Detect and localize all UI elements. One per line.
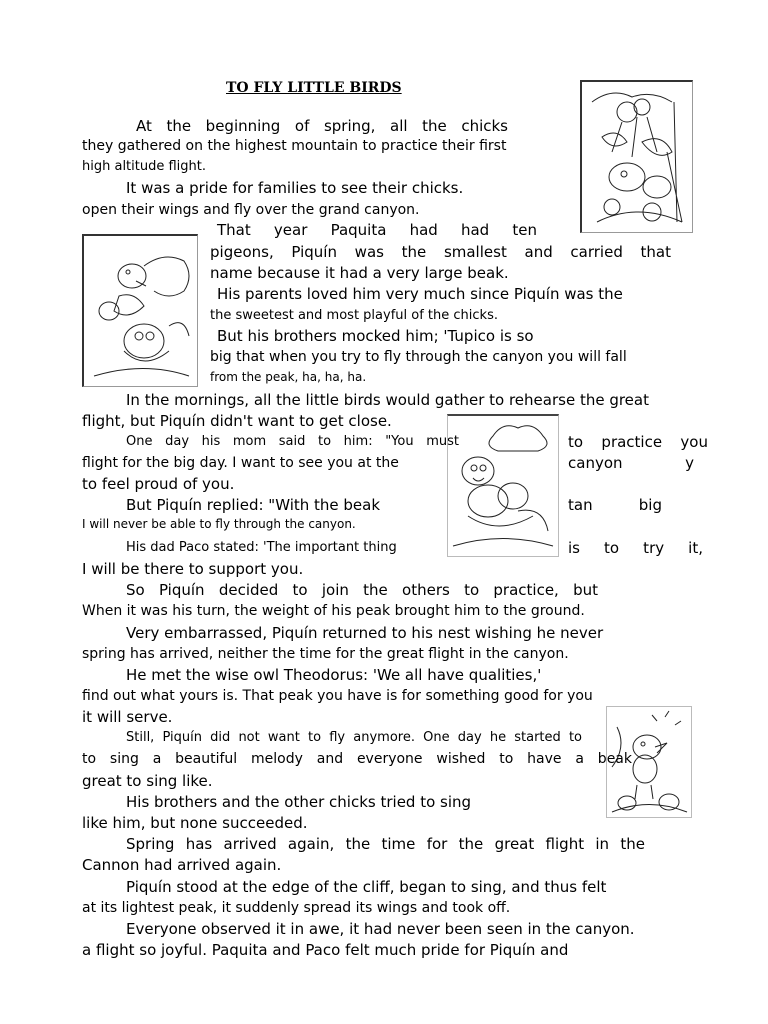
- text-line: tan big: [568, 496, 662, 514]
- text-line: I will be there to support you.: [82, 560, 304, 578]
- text-line: I will never be able to fly through the canyon.: [82, 517, 356, 531]
- chicks-cloud-drawing: [448, 416, 558, 556]
- text-line: That year Paquita had had ten: [217, 221, 537, 239]
- text-line: Everyone observed it in awe, it had never been seen in the canyon.: [126, 920, 635, 938]
- text-line: flight for the big day. I want to see you at the: [82, 455, 399, 471]
- text-line: spring has arrived, neither the time for the great flight in the canyon.: [82, 646, 569, 662]
- text-line: He met the wise owl Theodorus: 'We all have qualities,': [126, 666, 542, 684]
- flowers-birds-illustration: [580, 80, 693, 233]
- text-line: When it was his turn, the weight of his peak brought him to the ground.: [82, 603, 585, 619]
- text-line: One day his mom said to him: "You must: [126, 434, 459, 449]
- bird-family-drawing: [84, 236, 197, 386]
- document-title: TO FLY LITTLE BIRDS: [226, 80, 402, 96]
- text-line: His dad Paco stated: 'The important thing: [126, 540, 397, 555]
- text-line: big that when you try to fly through the canyon you will fall: [210, 349, 627, 365]
- text-line: Still, Piquín did not want to fly anymore. One day he started to: [126, 730, 582, 745]
- text-line: like him, but none succeeded.: [82, 814, 308, 832]
- chicks-cloud-illustration: [447, 414, 559, 557]
- text-line: it will serve.: [82, 708, 173, 726]
- text-line: It was a pride for families to see their chicks.: [126, 179, 464, 197]
- text-line: In the mornings, all the little birds would gather to rehearse the great: [126, 391, 649, 409]
- text-line: Very embarrassed, Piquín returned to his nest wishing he never: [126, 624, 604, 642]
- text-line: Spring has arrived again, the time for the great flight in the: [126, 835, 645, 853]
- bird-family-illustration: [82, 234, 198, 387]
- text-line: to sing a beautiful melody and everyone wished to have a beak: [82, 751, 632, 767]
- text-line: But Piquín replied: "With the beak: [126, 496, 381, 514]
- text-line: great to sing like.: [82, 772, 213, 790]
- text-line: find out what yours is. That peak you have is for something good for you: [82, 688, 593, 704]
- text-line: So Piquín decided to join the others to practice, but: [126, 581, 598, 599]
- text-line: At the beginning of spring, all the chicks: [136, 117, 508, 135]
- flowers-birds-drawing: [582, 82, 692, 232]
- text-line: canyon y: [568, 454, 694, 472]
- text-line: from the peak, ha, ha, ha.: [210, 370, 367, 384]
- text-line: Cannon had arrived again.: [82, 856, 282, 874]
- text-line: the sweetest and most playful of the chicks.: [210, 308, 498, 323]
- text-line: a flight so joyful. Paquita and Paco felt much pride for Piquín and: [82, 941, 569, 959]
- text-line: His brothers and the other chicks tried to sing: [126, 793, 472, 811]
- text-line: pigeons, Piquín was the smallest and carried that: [210, 243, 671, 261]
- text-line: they gathered on the highest mountain to practice their first: [82, 138, 507, 154]
- text-line: name because it had a very large beak.: [210, 264, 509, 282]
- text-line: open their wings and fly over the grand canyon.: [82, 202, 420, 218]
- text-line: Piquín stood at the edge of the cliff, began to sing, and thus felt: [126, 878, 607, 896]
- text-line: flight, but Piquín didn't want to get close.: [82, 412, 392, 430]
- text-line: high altitude flight.: [82, 159, 207, 174]
- text-line: is to try it,: [568, 539, 703, 557]
- text-line: But his brothers mocked him; 'Tupico is so: [217, 327, 534, 345]
- text-line: His parents loved him very much since Piquín was the: [217, 285, 623, 303]
- text-line: to feel proud of you.: [82, 475, 235, 493]
- text-line: at its lightest peak, it suddenly spread its wings and took off.: [82, 900, 511, 916]
- text-line: to practice you: [568, 433, 708, 451]
